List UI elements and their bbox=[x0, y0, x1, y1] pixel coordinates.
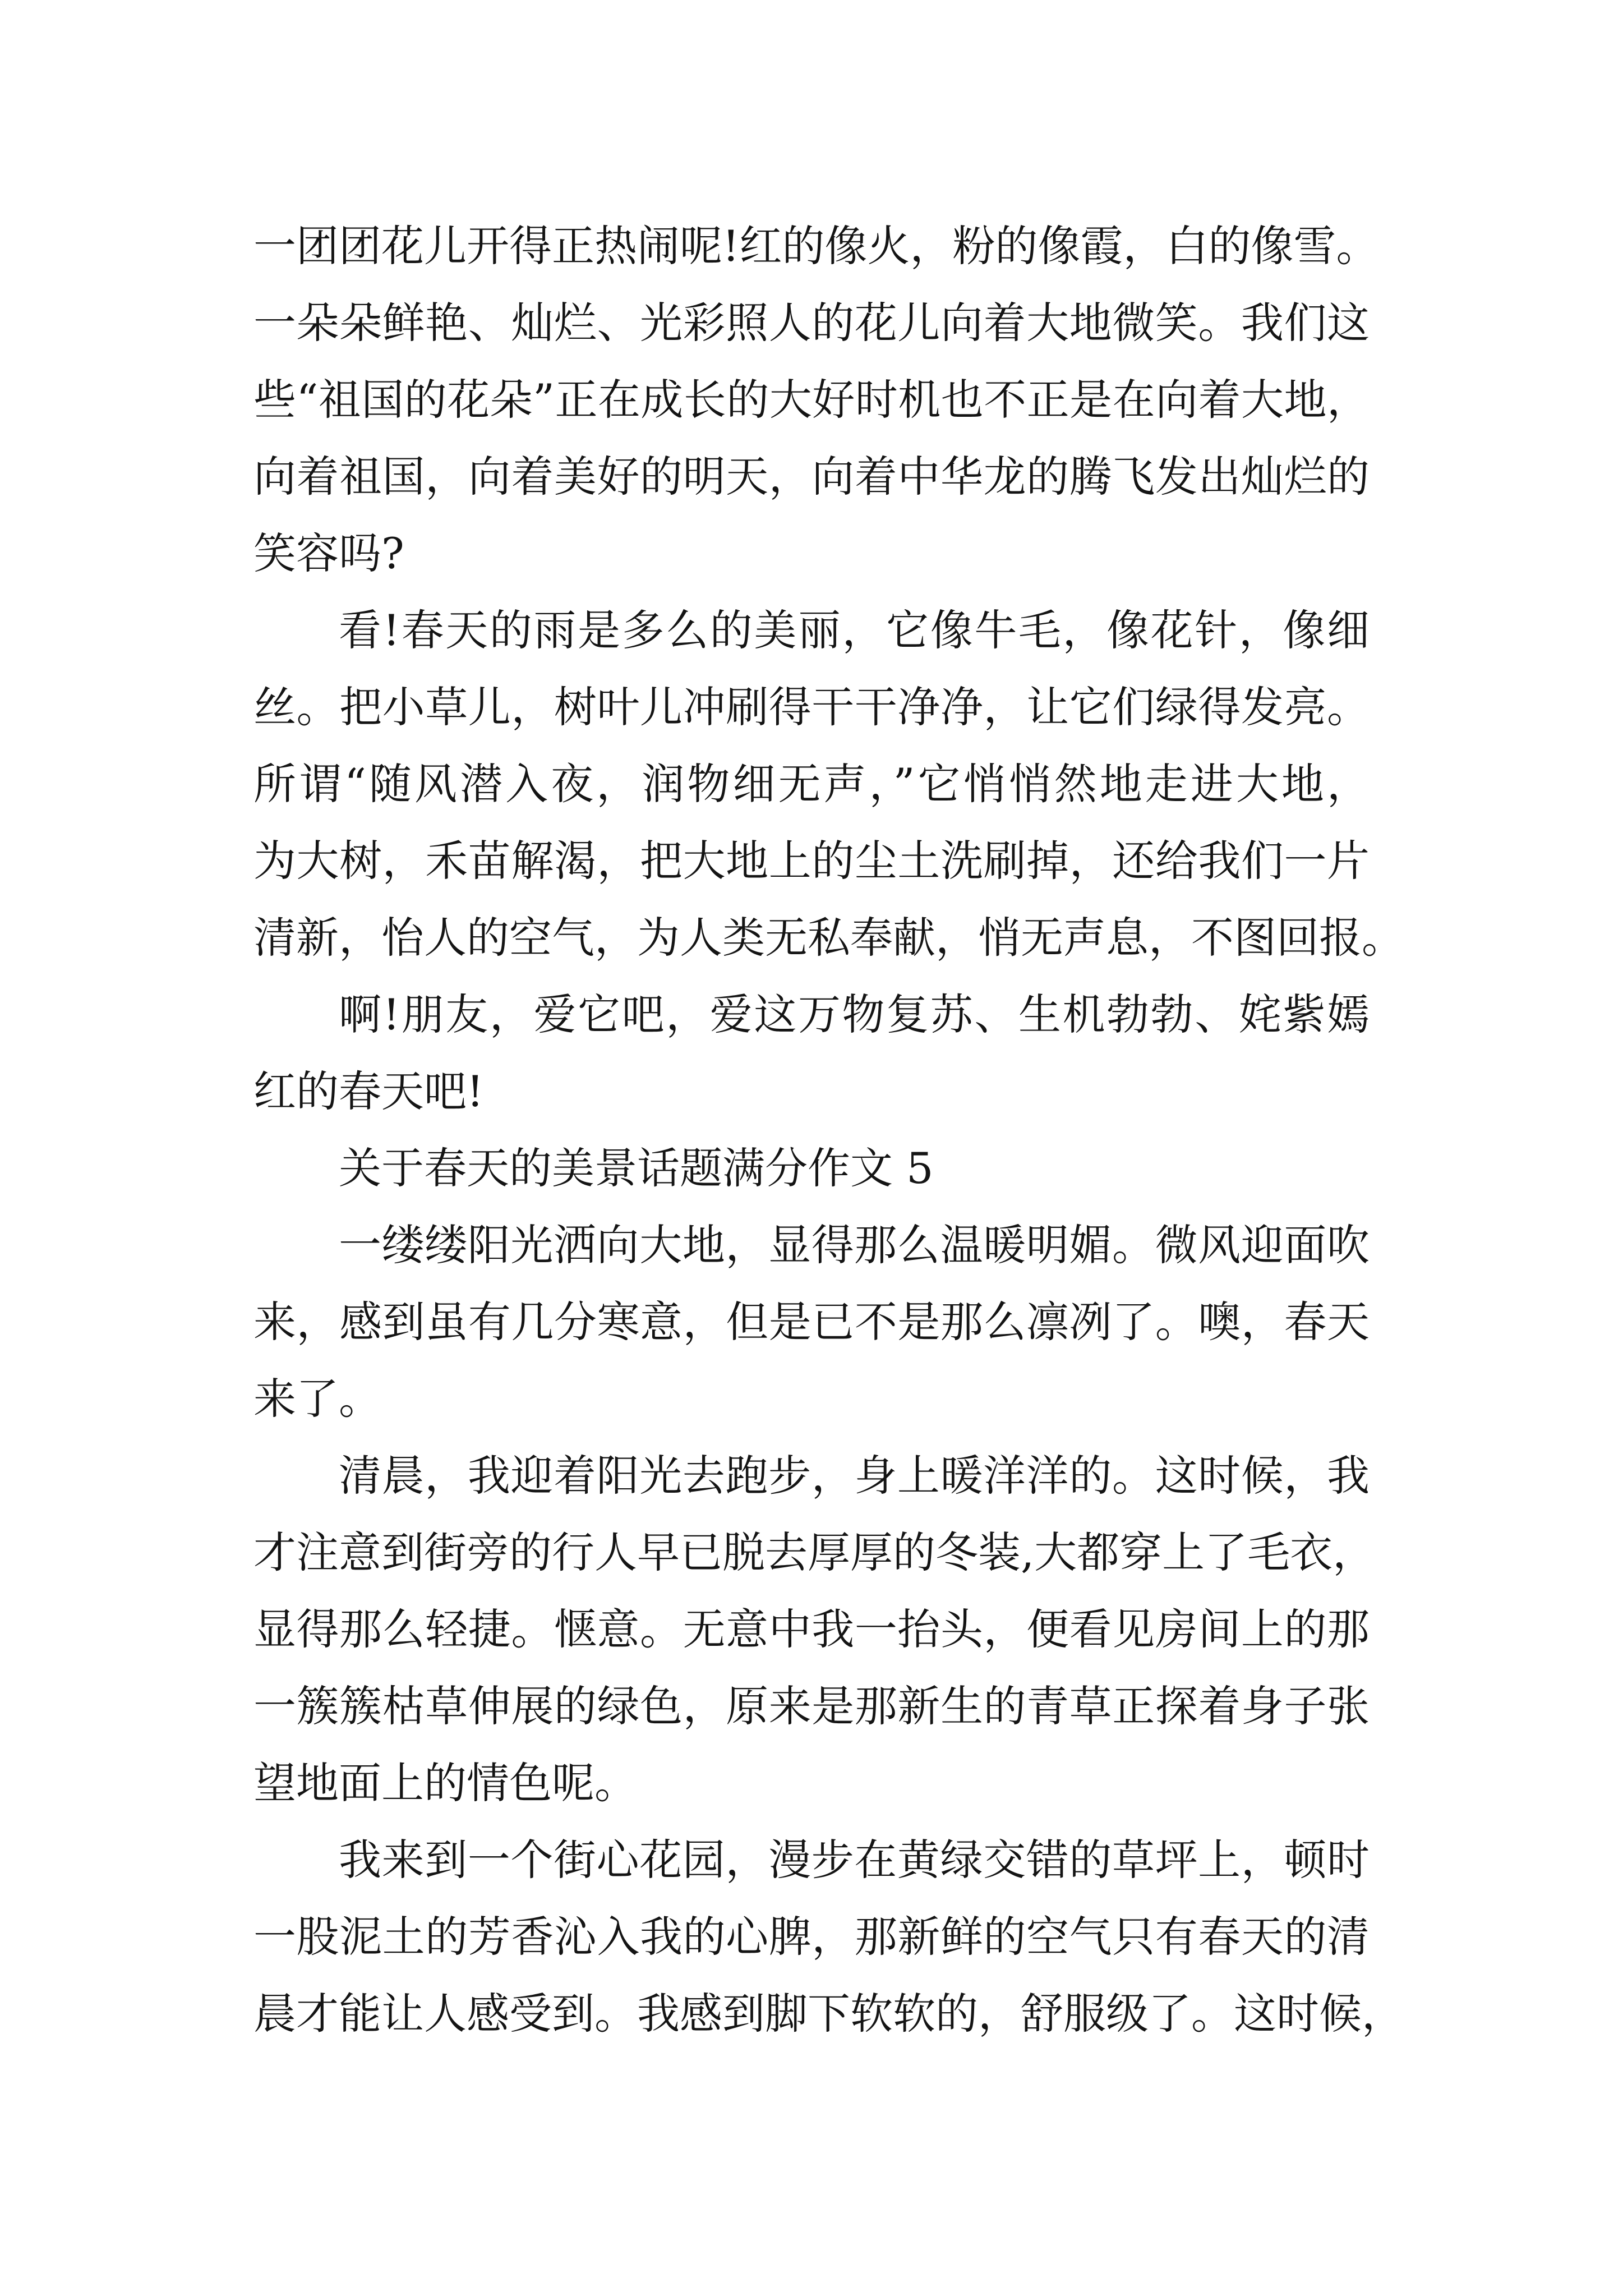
text-line: 红的春天吧! bbox=[253, 1066, 484, 1116]
paragraph bbox=[253, 1437, 1376, 1821]
text-line: 来，感到虽有几分寒意，但是已不是那么凛冽了。噢，春天 bbox=[253, 1297, 1370, 1347]
text-line: 清新，怡人的空气，为人类无私奉献，悄无声息，不图回报。 bbox=[253, 913, 1404, 963]
section-heading bbox=[253, 1130, 1370, 1207]
paragraph bbox=[253, 1207, 1370, 1437]
paragraph bbox=[253, 976, 1370, 1130]
text-line: 一朵朵鲜艳、灿烂、光彩照人的花儿向着大地微笑。我们这 bbox=[253, 298, 1370, 348]
text-line: 些“祖国的花朵”正在成长的大好时机也不正是在向着大地， bbox=[253, 375, 1370, 425]
text-line: 我来到一个街心花园，漫步在黄绿交错的草坪上，顿时 bbox=[339, 1835, 1370, 1885]
text-line: 显得那么轻捷。惬意。无意中我一抬头，便看见房间上的那 bbox=[253, 1604, 1370, 1654]
heading-text: 关于春天的美景话题满分作文 5 bbox=[339, 1143, 934, 1193]
text-line: 望地面上的情色呢。 bbox=[253, 1758, 637, 1808]
text-line: 笑容吗? bbox=[253, 528, 404, 578]
text-line: 才注意到街旁的行人早已脱去厚厚的冬装,大都穿上了毛衣， bbox=[253, 1527, 1376, 1577]
text-line: 一缕缕阳光洒向大地，显得那么温暖明媚。微风迎面吹 bbox=[339, 1220, 1370, 1270]
text-line: 来了。 bbox=[253, 1374, 381, 1424]
paragraph bbox=[253, 208, 1379, 592]
text-line: 丝。把小草儿，树叶儿冲刷得干干净净，让它们绿得发亮。 bbox=[253, 682, 1370, 732]
text-line: 一股泥土的芳香沁入我的心脾，那新鲜的空气只有春天的清 bbox=[253, 1912, 1370, 1962]
text-line: 一簇簇枯草伸展的绿色，原来是那新生的青草正探着身子张 bbox=[253, 1681, 1370, 1731]
text-line: 一团团花儿开得正热闹呢!红的像火，粉的像霞，白的像雪。 bbox=[253, 221, 1379, 271]
paragraph bbox=[253, 1821, 1404, 2052]
text-line: 清晨，我迎着阳光去跑步，身上暖洋洋的。这时候，我 bbox=[339, 1451, 1370, 1501]
document-body bbox=[253, 208, 1404, 2052]
text-line: 所谓“随风潜入夜，润物细无声，”它悄悄然地走进大地， bbox=[253, 759, 1370, 809]
paragraph bbox=[253, 592, 1404, 976]
text-line: 啊!朋友，爱它吧，爱这万物复苏、生机勃勃、姹紫嫣 bbox=[339, 990, 1370, 1039]
text-line: 晨才能让人感受到。我感到脚下软软的，舒服级了。这时候， bbox=[253, 1989, 1404, 2039]
text-line: 为大树，禾苗解渴，把大地上的尘土洗刷掉，还给我们一片 bbox=[253, 836, 1370, 886]
text-line: 看!春天的雨是多么的美丽，它像牛毛，像花针，像细 bbox=[339, 605, 1370, 655]
text-line: 向着祖国，向着美好的明天，向着中华龙的腾飞发出灿烂的 bbox=[253, 452, 1370, 501]
